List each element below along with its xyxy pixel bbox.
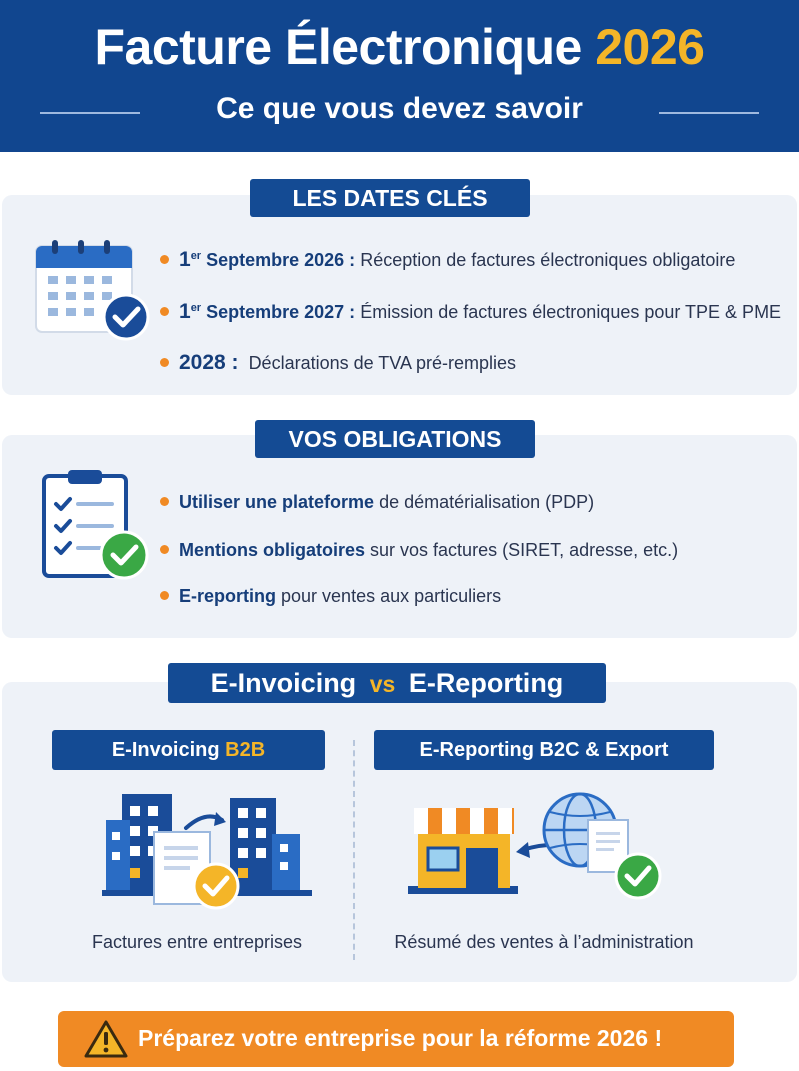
storefront-icon [404, 792, 672, 914]
date-label: Septembre 2027 : [206, 302, 356, 322]
heading-vs: vs [369, 671, 396, 697]
bullet-dot [160, 255, 169, 264]
date-description: Réception de factures électroniques obligatoire [360, 250, 736, 270]
einvoicing-caption: Factures entre entreprises [91, 932, 303, 952]
date-day: 1 [179, 248, 191, 271]
date-item-3 [160, 351, 516, 375]
warning-icon [84, 1020, 128, 1058]
obligation-description: de dématérialisation (PDP) [379, 492, 595, 512]
bullet-dot [160, 545, 169, 554]
page-subtitle: Ce que vous devez savoir [216, 92, 583, 125]
subtitle-row [0, 92, 799, 132]
page-title [0, 18, 799, 76]
obligation-label: Mentions obligatoires [179, 540, 366, 560]
heading-right: E-Reporting [408, 668, 564, 698]
obligations-heading: VOS OBLIGATIONS [255, 420, 535, 458]
bullet-dot [160, 591, 169, 600]
obligation-label: Utiliser une plateforme [179, 492, 375, 512]
column-divider [353, 740, 355, 960]
date-label: 2028 : [179, 351, 239, 374]
cta-banner [58, 1011, 734, 1067]
calendar-icon [34, 238, 152, 342]
ereporting-caption: Résumé des ventes à l’administration [394, 932, 694, 952]
obligation-description: sur vos factures (SIRET, adresse, etc.) [370, 540, 679, 560]
date-label: Septembre 2026 : [206, 250, 356, 270]
obligation-item-2 [160, 540, 678, 561]
bullet-dot [160, 497, 169, 506]
einvoicing-subheading [52, 730, 325, 770]
date-sup: er [190, 250, 202, 262]
date-description: Émission de factures électroniques pour TPE & PME [360, 302, 782, 322]
date-item-2 [160, 300, 781, 324]
dates-heading: LES DATES CLÉS [250, 179, 530, 217]
header-banner [0, 0, 799, 152]
date-item-1 [160, 248, 735, 272]
bullet-dot [160, 307, 169, 316]
einvoicing-accent: B2B [225, 739, 266, 761]
obligation-item-3 [160, 586, 501, 607]
title-main: Facture Électronique [94, 19, 582, 75]
obligation-label: E-reporting [179, 586, 276, 606]
date-sup: er [190, 302, 202, 314]
ereporting-subheading: E-Reporting B2C & Export [374, 730, 714, 770]
date-description: Déclarations de TVA pré-remplies [248, 353, 517, 373]
heading-left: E-Invoicing [210, 668, 357, 698]
office-buildings-icon [102, 790, 316, 912]
date-day: 1 [179, 300, 191, 323]
einvoicing-label: E-Invoicing [111, 739, 220, 761]
cta-text: Préparez votre entreprise pour la réforme 2026 ! [138, 1025, 663, 1051]
obligation-item-1 [160, 492, 594, 513]
comparison-heading [168, 663, 606, 703]
clipboard-checklist-icon [40, 466, 152, 582]
title-year: 2026 [595, 19, 705, 75]
obligation-description: pour ventes aux particuliers [281, 586, 502, 606]
subtitle-divider-right [659, 112, 759, 114]
bullet-dot [160, 358, 169, 367]
